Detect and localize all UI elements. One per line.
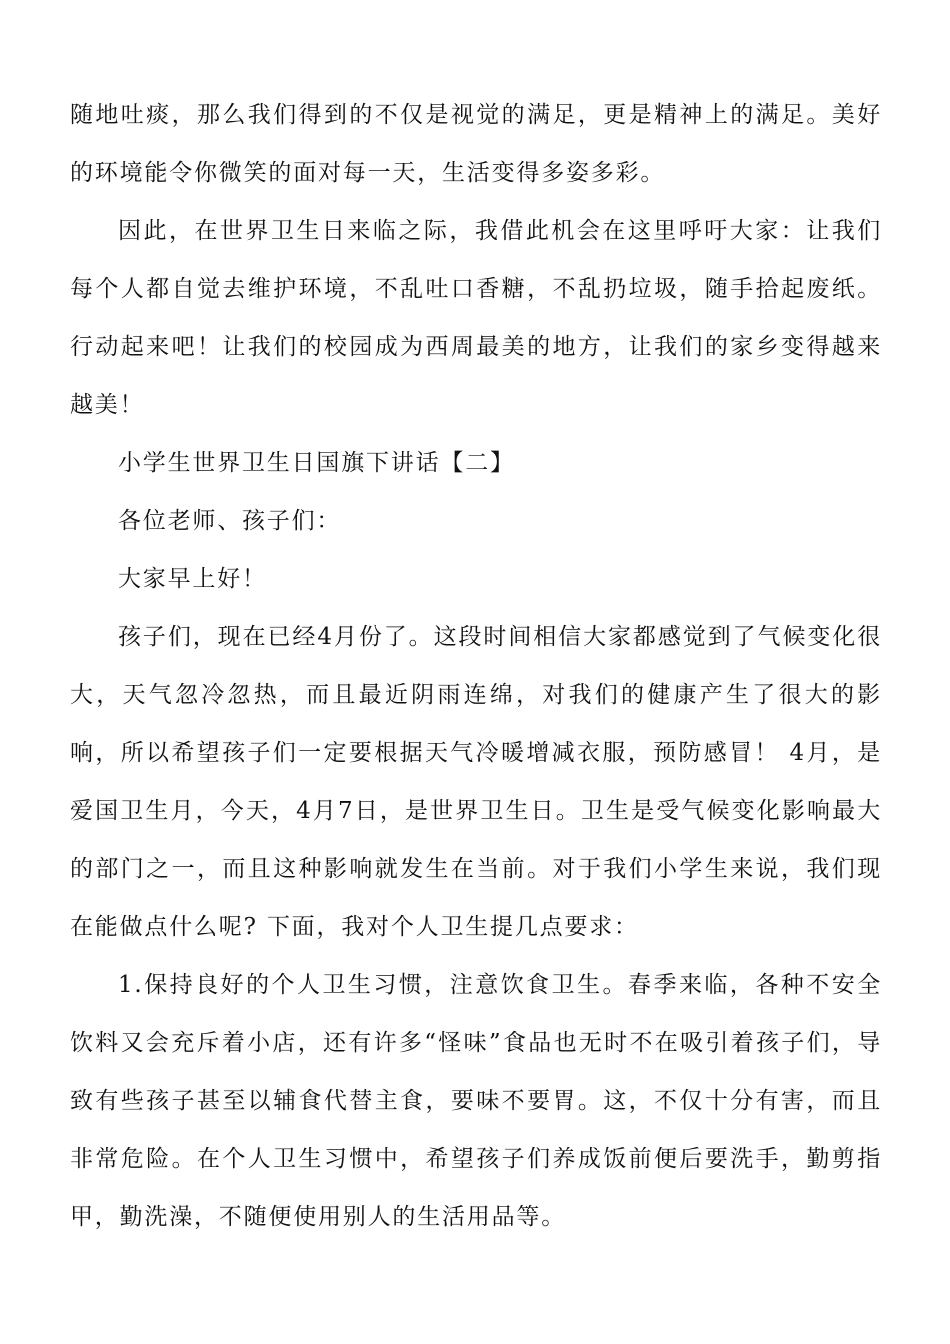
paragraph-6: 孩子们，现在已经4月份了。这段时间相信大家都感觉到了气候变化很大，天气忽冷忽热，而且最近阴雨连绵，对我们的健康产生了很大的影响，所以希望孩子们一定要根据天气冷暖增减衣服，预防感冒！ 4月，是爱国卫生月，今天，4月7日，是世界卫生日。卫生是受气候变化影响最大的部门之一，而且这种影响就发生在当前。对于我们小学生来说，我们现在能做点什么呢? 下面，我对个人卫生提几点要求： [70, 624, 882, 940]
section-heading: 小学生世界卫生日国旗下讲话【二】 [118, 450, 515, 476]
paragraph-1: 随地吐痰，那么我们得到的不仅是视觉的满足，更是精神上的满足。美好的环境能令你微笑的面对每一天，生活变得多姿多彩。 [70, 102, 882, 186]
greeting: 大家早上好！ [118, 566, 267, 592]
paragraph-7: 1.保持良好的个人卫生习惯，注意饮食卫生。春季来临，各种不安全饮料又会充斥着小店，还有许多“怪味”食品也无时不在吸引着孩子们，导致有些孩子甚至以辅食代替主食，要味不要胃。这，不仅十分有害，而且非常危险。在个人卫生习惯中，希望孩子们养成饭前便后要洗手，勤剪指甲，勤洗澡，不随便使用别人的生活用品等。 [70, 972, 882, 1230]
document-body [70, 86, 882, 1246]
salutation: 各位老师、孩子们： [118, 508, 342, 534]
paragraph-2: 因此，在世界卫生日来临之际，我借此机会在这里呼吁大家：让我们每个人都自觉去维护环境，不乱吐口香糖，不乱扔垃圾，随手拾起废纸。行动起来吧！让我们的校园成为西周最美的地方，让我们的家乡变得越来越美！ [70, 218, 882, 418]
